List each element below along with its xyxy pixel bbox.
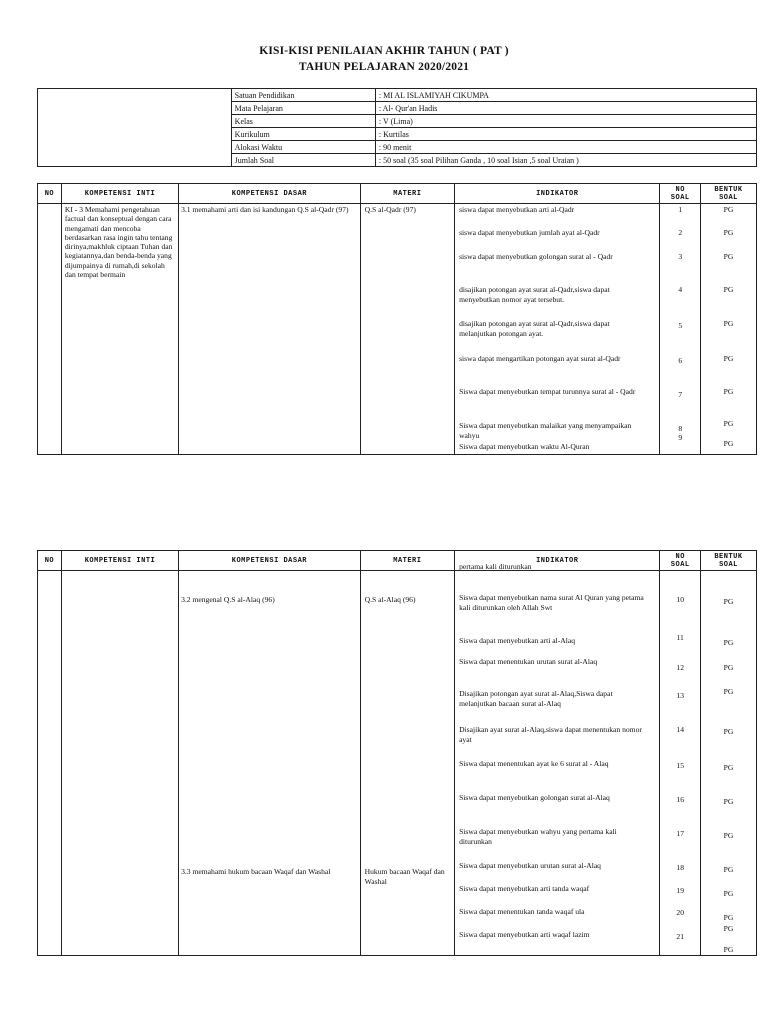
question-number: 16 [676, 795, 684, 804]
header-no-soal-line1: NO [675, 552, 685, 561]
question-type: PG [723, 831, 734, 840]
indikator-text: Siswa dapat menyebutkan waktu Al-Quran [459, 442, 590, 451]
identity-blank-cell [38, 89, 232, 167]
question-type: PG [723, 205, 734, 214]
identity-table [37, 88, 757, 167]
question-type: PG [723, 687, 734, 696]
header-no-soal [660, 184, 700, 204]
identity-value: : 90 menit [375, 141, 756, 154]
header-bentuk-line2: SOAL [719, 560, 738, 569]
header-bentuk-line1: BENTUK [714, 185, 743, 194]
header-kompetensi-inti: KOMPETENSI INTI [61, 551, 178, 571]
identity-value: : MI AL ISLAMIYAH CIKUMPA [375, 89, 756, 102]
question-number: 3 [678, 252, 683, 261]
header-bentuk-soal [700, 551, 756, 571]
indikator-text: Disajikan ayat surat al-Alaq,siswa dapat menentukan nomor ayat [459, 725, 642, 744]
indikator-text: Siswa dapat menyebutkan wahyu yang pertama kali diturunkan [459, 827, 617, 846]
indikator-text: Disajikan potongan ayat surat al-Alaq,Siswa dapat melanjutkan bacaan surat al-Alaq [459, 689, 613, 708]
identity-label: Alokasi Waktu [231, 141, 375, 154]
question-number: 11 [676, 633, 684, 642]
header-bentuk-line2: SOAL [719, 193, 738, 202]
question-type: PG [723, 865, 734, 874]
question-type: PG [723, 913, 734, 922]
materi-cell [360, 204, 454, 455]
question-number: 10 [676, 595, 684, 604]
question-number: 4 [678, 285, 683, 294]
indikator-text: Siswa dapat menyebutkan malaikat yang menyampaikan wahyu [459, 421, 632, 440]
header-kompetensi-inti: KOMPETENSI INTI [61, 184, 178, 204]
indikator-text: Siswa dapat menyebutkan golongan surat al-Alaq [459, 793, 610, 802]
no-cell [38, 204, 62, 455]
indikator-continued-text: pertama kali diturunkan [459, 562, 532, 571]
no-soal-cell [660, 204, 700, 455]
indikator-text: siswa dapat menyebutkan golongan surat al - Qadr [459, 252, 613, 261]
kisi-table-2 [37, 550, 757, 956]
ki-cell [61, 204, 178, 455]
ki-cell [61, 571, 178, 956]
header-no: NO [38, 184, 62, 204]
question-number: 20 [676, 908, 684, 917]
header-materi: MATERI [360, 184, 454, 204]
materi-cell [360, 571, 454, 956]
materi-text: Q.S al-Qadr (97) [364, 205, 416, 214]
identity-value: : V (Lima) [375, 115, 756, 128]
indikator-text: Siswa dapat menyebutkan arti tanda waqaf [459, 884, 590, 893]
materi-text: Hukum bacaan Waqaf dan Washal [364, 867, 445, 886]
indikator-cell [455, 204, 660, 455]
identity-label: Kelas [231, 115, 375, 128]
header-indikator-label: INDIKATOR [536, 556, 579, 565]
kisi-table-1 [37, 183, 757, 455]
question-number: 13 [676, 691, 684, 700]
header-kompetensi-dasar: KOMPETENSI DASAR [179, 551, 361, 571]
indikator-text: Siswa dapat menyebutkan urutan surat al-Alaq [459, 861, 601, 870]
question-number: 15 [676, 761, 684, 770]
bentuk-soal-cell [700, 204, 756, 455]
identity-value: : 50 soal (35 soal Pilihan Ganda , 10 soal Isian ,5 soal Uraian ) [375, 154, 756, 167]
indikator-text: Siswa dapat menentukan urutan surat al-Alaq [459, 657, 598, 666]
table-body-row [38, 571, 757, 956]
kompetensi-dasar-text: 3.3 memahami hukum bacaan Waqaf dan Washal [181, 867, 331, 876]
header-no-soal-line2: SOAL [670, 193, 690, 202]
indikator-text: Siswa dapat menyebutkan nama surat Al Quran yang petama kali diturunkan oleh Allah Swt [459, 593, 644, 612]
identity-label: Kurikulum [231, 128, 375, 141]
header-materi: MATERI [360, 551, 454, 571]
table-body-row [38, 204, 757, 455]
header-bentuk-soal [700, 184, 756, 204]
question-number: 9 [678, 433, 683, 442]
question-type: PG [723, 924, 734, 933]
question-type: PG [723, 945, 734, 954]
question-number: 6 [678, 356, 683, 365]
question-type: PG [723, 319, 734, 328]
header-indikator: INDIKATOR [455, 184, 660, 204]
question-number: 19 [676, 886, 684, 895]
header-bentuk-line1: BENTUK [714, 552, 743, 561]
identity-label: Mata Pelajaran [231, 102, 375, 115]
indikator-text: disajikan potongan ayat surat al-Qadr,siswa dapat melanjutkan potongan ayat. [459, 319, 610, 338]
question-type: PG [723, 228, 734, 237]
identity-value: : Kurtilas [375, 128, 756, 141]
question-number: 7 [678, 390, 683, 399]
header-no-soal [660, 551, 700, 571]
question-type: PG [723, 285, 734, 294]
indikator-text: siswa dapat menyebutkan arti al-Qadr [459, 205, 575, 214]
question-type: PG [723, 439, 734, 448]
question-type: PG [723, 597, 734, 606]
question-type: PG [723, 354, 734, 363]
kd-cell [179, 204, 361, 455]
document-subtitle: TAHUN PELAJARAN 2020/2021 [298, 61, 470, 73]
question-type: PG [723, 638, 734, 647]
header-no-soal-line2: SOAL [670, 560, 690, 569]
kompetensi-dasar-text: 3.1 memahami arti dan isi kandungan Q.S al-Qadr (97) [181, 205, 349, 214]
table-header-row [38, 184, 757, 204]
document-title: KISI-KISI PENILAIAN AKHIR TAHUN ( PAT ) [259, 45, 509, 57]
kompetensi-inti-text: KI - 3 Memahami pengetahuan factual dan konseptual dengan cara mengamati dan mencoba berdasarkan rasa ingin tahu tentang dirinya,makhluk ciptaan Tuhan dan kegiatannya,dan benda-benda yang dijumpainya di rumah,di sekolah dan tempat bermain [64, 205, 173, 280]
question-number: 12 [676, 663, 684, 672]
indikator-text: Siswa dapat menentukan ayat ke 6 surat al - Alaq [459, 759, 609, 768]
identity-label: Jumlah Soal [231, 154, 375, 167]
question-number: 1 [678, 205, 683, 214]
identity-value: : Al- Qur'an Hadis [375, 102, 756, 115]
bentuk-soal-cell [700, 571, 756, 956]
question-type: PG [723, 763, 734, 772]
materi-text: Q.S al-Alaq (96) [364, 595, 416, 604]
identity-label: Satuan Pendidikan [231, 89, 375, 102]
kd-cell [179, 571, 361, 956]
no-soal-cell [660, 571, 700, 956]
no-cell [38, 571, 62, 956]
indikator-text: siswa dapat menyebutkan jumlah ayat al-Qadr [459, 228, 600, 237]
indikator-text: Siswa dapat menyebutkan arti al-Alaq [459, 636, 576, 645]
question-number: 14 [676, 725, 684, 734]
question-type: PG [723, 663, 734, 672]
indikator-text: Siswa dapat menentukan tanda waqaf ula [459, 907, 585, 916]
question-number: 18 [676, 863, 684, 872]
question-number: 2 [678, 228, 683, 237]
question-type: PG [723, 419, 734, 428]
question-type: PG [723, 797, 734, 806]
indikator-text: siswa dapat mengartikan potongan ayat surat al-Qadr [459, 354, 621, 363]
header-no-soal-line1: NO [675, 185, 685, 194]
question-type: PG [723, 727, 734, 736]
question-type: PG [723, 252, 734, 261]
kompetensi-dasar-text: 3.2 mengenal Q.S al-Alaq (96) [181, 595, 275, 604]
question-number: 8 [678, 424, 683, 433]
question-number: 21 [676, 932, 684, 941]
indikator-text: disajikan potongan ayat surat al-Qadr,siswa dapat menyebutkan nomor ayat tersebut. [459, 285, 610, 304]
indikator-cell [455, 562, 660, 956]
question-type: PG [723, 387, 734, 396]
identity-row [38, 89, 757, 102]
header-kompetensi-dasar: KOMPETENSI DASAR [179, 184, 361, 204]
indikator-text: Siswa dapat menyebutkan arti waqaf lazim [459, 930, 590, 939]
question-type: PG [723, 889, 734, 898]
question-number: 17 [676, 829, 684, 838]
question-number: 5 [678, 321, 683, 330]
indikator-text: Siswa dapat menyebutkan tempat turunnya surat al - Qadr [459, 387, 636, 396]
header-no: NO [38, 551, 62, 571]
